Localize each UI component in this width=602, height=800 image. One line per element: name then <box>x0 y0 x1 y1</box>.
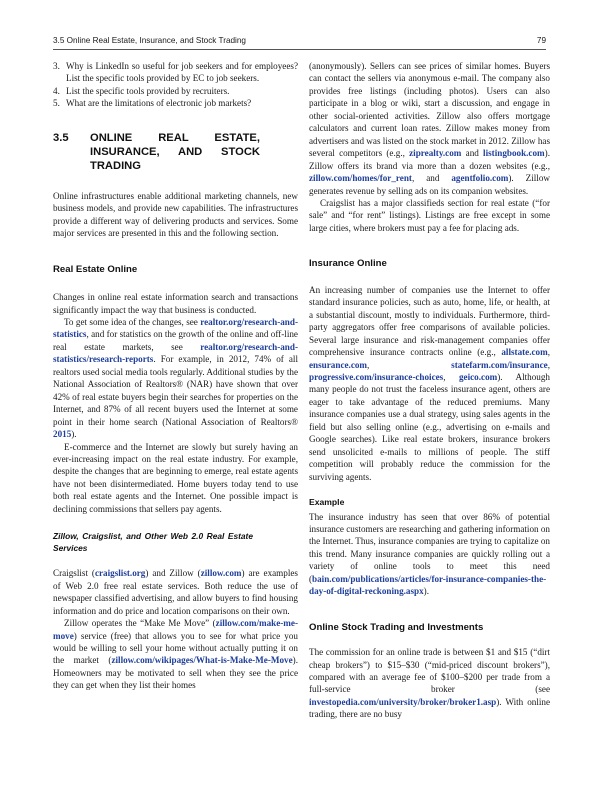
running-header-section: 3.5 Online Real Estate, Insurance, and Stock Trading <box>53 36 246 45</box>
real-estate-heading: Real Estate Online <box>53 263 138 275</box>
insurance-heading: Insurance Online <box>309 258 387 270</box>
link-make-me-move-wiki[interactable]: zillow.com/wikipages/What-is-Make-Me-Move <box>111 655 293 666</box>
paragraph: An increasing number of companies use the Internet to offer standard insurance policies, such as auto, home, life, or health, at a substantial discount, mostly to individuals. Furthermore, third-party aggregators offer free comparisons of available policies. Several large insurance and risk-management companies offer comprehensive insurance contracts online (e.g., allstate.com, ensurance.com, statefarm.com/insurance, progressive.com/insurance-choices, geico.com). Although many people do not trust the faceless insurance agent, others are eager to take advantage of the reduced premiums. Many insurance companies use a dual strategy, using sales agents in the field but also selling online (e.g., advertising on e-mails and Google searches). Like real estate brokers, insurance brokers send unsolicited e-mails to millions of people. The stiff competition will probably reduce the commission for the surviving agents. <box>309 284 550 482</box>
page-number: 79 <box>536 36 546 45</box>
paragraph: E-commerce and the Internet are slowly but surely having an ever-increasing impact on the real estate industry. For example, despite the changes that are beginning to emerge, real estate agents have not been disintermediated. Home buyers today tend to use both real estate agents and the Internet. One possible impact is declining commissions that sellers pay agents. <box>53 441 298 514</box>
link-realtor-reports[interactable]: realtor.org/research-and-statistics/research-reports <box>53 341 298 365</box>
list-item: 3. Why is LinkedIn so useful for job seekers and for employees? List the specific tools provided by EC to job seekers. <box>53 61 298 84</box>
link-agentfolio[interactable]: agentfolio.com <box>451 173 509 184</box>
link-ziprealty[interactable]: ziprealty.com <box>409 148 462 159</box>
paragraph: The commission for an online trade is between $1 and $15 (“dirt cheap brokers”) to $15–$30 (“mid-priced discount brokers”), compared with an average fee of $100–$200 per trade from a full-service broker (see investopedia.com/university/broker/broker1.asp). With online trading, there are no busy <box>309 647 550 720</box>
paragraph: Craigslist (craigslist.org) and Zillow (zillow.com) are examples of Web 2.0 free real estate services. Both reduce the use of newspaper classified advertising, and allow buyers to find housing information and do price and location comparisons on their own. <box>53 568 298 616</box>
paragraph: Changes in online real estate information search and transactions significantly impact the way that business is conducted. <box>53 292 298 315</box>
link-bain[interactable]: bain.com/publications/articles/for-insurance-companies-the-day-of-digital-reckoning.aspx <box>309 573 547 597</box>
link-allstate[interactable]: allstate.com <box>501 347 548 358</box>
link-zillow[interactable]: zillow.com <box>200 568 242 579</box>
link-investopedia[interactable]: investopedia.com/university/broker/broker1.asp <box>309 696 497 707</box>
list-item: 4. List the specific tools provided by recruiters. <box>53 85 230 96</box>
link-statefarm[interactable]: statefarm.com/insurance <box>451 359 548 370</box>
example-paragraph: The insurance industry has seen that over 86% of potential insurance customers are researching and gathering information on the Internet. Thus, insurance companies are trying to capitalize on this trend. Many insurance companies are quickly rolling out a variety of online tools to meet this need (bain.com/publications/articles/for-insurance-companies-the-day-of-digital-reckoning.aspx). <box>309 511 550 597</box>
review-questions <box>53 60 298 110</box>
link-citation-2015[interactable]: 2015 <box>53 429 72 440</box>
list-item: 5. What are the limitations of electronic job markets? <box>53 98 252 109</box>
paragraph: (anonymously). Sellers can see prices of similar homes. Buyers can contact the sellers via anonymous e-mail. The company also provides free listings (including photos). Users can also participate in a blog or wiki, start a discussion, and engage in other social-oriented activities. Zillow also offers mortgage calculators and current loan rates. Zillow makes money from advertisers and was listed on the stock market in 2012. Zillow has several competitors (e.g., ziprealty.com and listingbook.com). Zillow offers its brand via more than a dozen websites (e.g., zillow.com/homes/for_rent, and agentfolio.com). Zillow generates revenue by selling ads on its companion websites. <box>309 61 550 196</box>
section-heading <box>53 131 298 173</box>
link-progressive[interactable]: progressive.com/insurance-choices <box>309 371 444 382</box>
stock-trading-heading: Online Stock Trading and Investments <box>309 621 484 633</box>
right-column <box>309 60 550 721</box>
section-title: ONLINE REAL ESTATE, INSURANCE, AND STOCK TRADING <box>90 131 260 172</box>
link-ensurance[interactable]: ensurance.com <box>309 359 368 370</box>
header-rule <box>53 49 546 50</box>
intro-paragraph: Online infrastructures enable additional marketing channels, new business models, and provide new capabilities. The infrastructures provide a different way of delivering products and services. Some major services are presented in this and the following section. <box>53 190 298 239</box>
link-listingbook[interactable]: listingbook.com <box>483 148 545 159</box>
paragraph: To get some idea of the changes, see realtor.org/research-and-statistics, and for statistics on the growth of the online and off-line real estate markets, see realtor.org/research-and-statistics/research-reports. For example, in 2012, 74% of all realtors used social media tools regularly. Additional studies by the National Association of Realtors® (NAR) have shown that over 42% of real estate buyers begin their searches for properties on the Internet, and 87% of all recent buyers used the Internet at some point in their home search (National Association of Realtors® 2015). <box>53 316 298 440</box>
section-number: 3.5 <box>53 131 69 144</box>
link-craigslist[interactable]: craigslist.org <box>94 568 146 579</box>
paragraph: Zillow operates the “Make Me Move” (zillow.com/make-me-move) service (free) that allows you to see for what price you would be willing to sell your home without actually putting it on the market (zillow.com/wikipages/What-is-Make-Me-Move). Homeowners may be motivated to sell when they see the price they can get when they list their homes <box>53 618 298 691</box>
link-geico[interactable]: geico.com <box>458 371 498 382</box>
left-column <box>53 60 298 692</box>
example-heading: Example <box>309 497 345 508</box>
link-make-me-move[interactable]: zillow.com/make-me-move <box>53 618 298 641</box>
link-zillow-rent[interactable]: zillow.com/homes/for_rent <box>309 173 412 184</box>
paragraph: Craigslist has a major classifieds section for real estate (“for sale” and “for rent” listings). Listings are free except in some large cities, where brokers must pay a fee for placing ads. <box>309 197 550 233</box>
link-realtor-research[interactable]: realtor.org/research-and-statistics <box>53 316 298 340</box>
zillow-heading: Zillow, Craigslist, and Other Web 2.0 Real Estate Services <box>53 531 253 553</box>
